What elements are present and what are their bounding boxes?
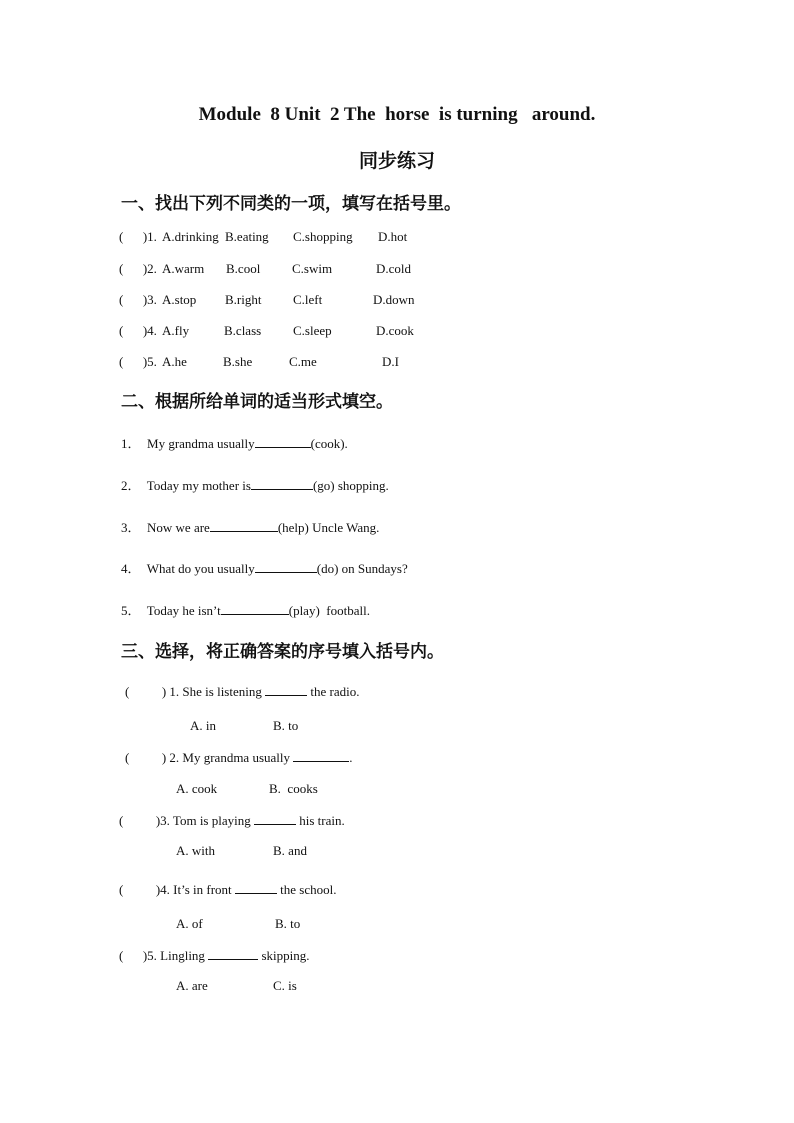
answer-blank[interactable] <box>210 519 278 532</box>
choice-option-b[interactable]: C. is <box>273 978 297 993</box>
option-a: A.warm <box>162 261 205 276</box>
option-a: A.stop <box>162 292 197 307</box>
choice-option-a[interactable]: A. in <box>190 718 216 733</box>
option-b: B.right <box>225 292 262 307</box>
option-b: B.cool <box>226 261 261 276</box>
choice-option-a[interactable]: A. with <box>176 843 215 858</box>
option-d: D.cook <box>376 323 414 338</box>
item-number: 2． <box>121 478 141 493</box>
option-c: C.swim <box>292 261 333 276</box>
question-text-after: his train. <box>295 813 345 828</box>
answer-blank[interactable] <box>221 602 289 615</box>
fill-in-item <box>121 600 370 619</box>
fill-in-item <box>121 558 408 577</box>
option-b: B.she <box>223 354 253 369</box>
option-d: D.cold <box>376 261 412 276</box>
choice-question <box>125 749 353 766</box>
item-text-after: (do) on Sundays? <box>316 561 408 576</box>
item-text-after: (go) shopping. <box>312 478 389 493</box>
fill-in-item <box>121 517 379 536</box>
item-number: 3． <box>121 520 141 535</box>
choice-option-a[interactable]: A. cook <box>176 781 218 796</box>
item-text-after: (help) Uncle Wang. <box>277 520 380 535</box>
item-number: ( )3. <box>119 292 157 307</box>
question-text: ( )3. Tom is playing <box>119 813 254 828</box>
answer-blank[interactable] <box>265 683 307 696</box>
answer-blank[interactable] <box>254 812 296 825</box>
option-d: D.hot <box>378 229 408 244</box>
choice-option-b[interactable]: B. and <box>273 843 307 858</box>
answer-blank[interactable] <box>208 947 258 960</box>
answer-blank[interactable] <box>235 881 277 894</box>
item-number: ( )4. <box>119 323 157 338</box>
worksheet-title: Module 8 Unit 2 The horse is turning around. <box>198 104 596 125</box>
answer-blank[interactable] <box>293 749 349 762</box>
choice-option-a[interactable]: A. of <box>176 916 203 931</box>
option-c: C.left <box>293 292 323 307</box>
question-text: ( ) 1. She is listening <box>125 684 266 699</box>
answer-blank[interactable] <box>255 435 311 448</box>
option-b: B.class <box>224 323 262 338</box>
answer-blank[interactable] <box>255 560 317 573</box>
item-text-before: My grandma usually <box>147 436 255 451</box>
question-text-after: the radio. <box>307 684 360 699</box>
choice-question <box>119 881 336 898</box>
question-text-after: . <box>349 750 353 765</box>
choice-question <box>125 683 359 700</box>
choice-question <box>119 812 345 829</box>
option-b: B.eating <box>225 229 269 244</box>
option-d: D.down <box>373 292 415 307</box>
choice-option-b[interactable]: B. to <box>273 718 299 733</box>
item-number: ( )1. <box>119 229 157 244</box>
item-number: 4． <box>121 561 141 576</box>
section-1-heading: 一、找出下列不同类的一项，填写在括号里。 <box>121 194 461 214</box>
item-number: 1． <box>121 436 141 451</box>
option-a: A.fly <box>162 323 190 338</box>
item-text-before: What do you usually <box>146 561 255 576</box>
item-text-before: Today my mother is <box>146 478 251 493</box>
question-text-after: skipping. <box>258 948 310 963</box>
choice-option-a[interactable]: A. are <box>176 978 208 993</box>
choice-option-b[interactable]: B. cooks <box>269 781 318 796</box>
option-a: A.drinking <box>162 229 219 244</box>
option-c: C.sleep <box>293 323 332 338</box>
item-number: 5． <box>121 603 141 618</box>
item-number: ( )5. <box>119 354 157 369</box>
option-c: C.shopping <box>293 229 353 244</box>
item-number: ( )2. <box>119 261 157 276</box>
item-text-before: Today he isn’t <box>146 603 221 618</box>
answer-blank[interactable] <box>251 477 313 490</box>
item-text-after: (play) football. <box>288 603 370 618</box>
item-text-before: Now we are <box>147 520 210 535</box>
fill-in-item <box>121 433 348 452</box>
choice-option-b[interactable]: B. to <box>275 916 301 931</box>
worksheet-subtitle: 同步练习 <box>358 150 435 172</box>
question-text-after: the school. <box>276 882 337 897</box>
question-text: ( ) 2. My grandma usually <box>125 750 294 765</box>
option-c: C.me <box>289 354 317 369</box>
option-d: D.I <box>382 354 399 369</box>
question-text: ( )5. Lingling <box>119 948 209 963</box>
question-text: ( )4. It’s in front <box>119 882 235 897</box>
option-a: A.he <box>162 354 187 369</box>
item-text-after: (cook). <box>310 436 348 451</box>
section-3-heading: 三、选择，将正确答案的序号填入括号内。 <box>121 642 444 662</box>
section-2-heading: 二、根据所给单词的适当形式填空。 <box>121 392 393 412</box>
fill-in-item <box>121 475 389 494</box>
choice-question <box>119 947 309 964</box>
